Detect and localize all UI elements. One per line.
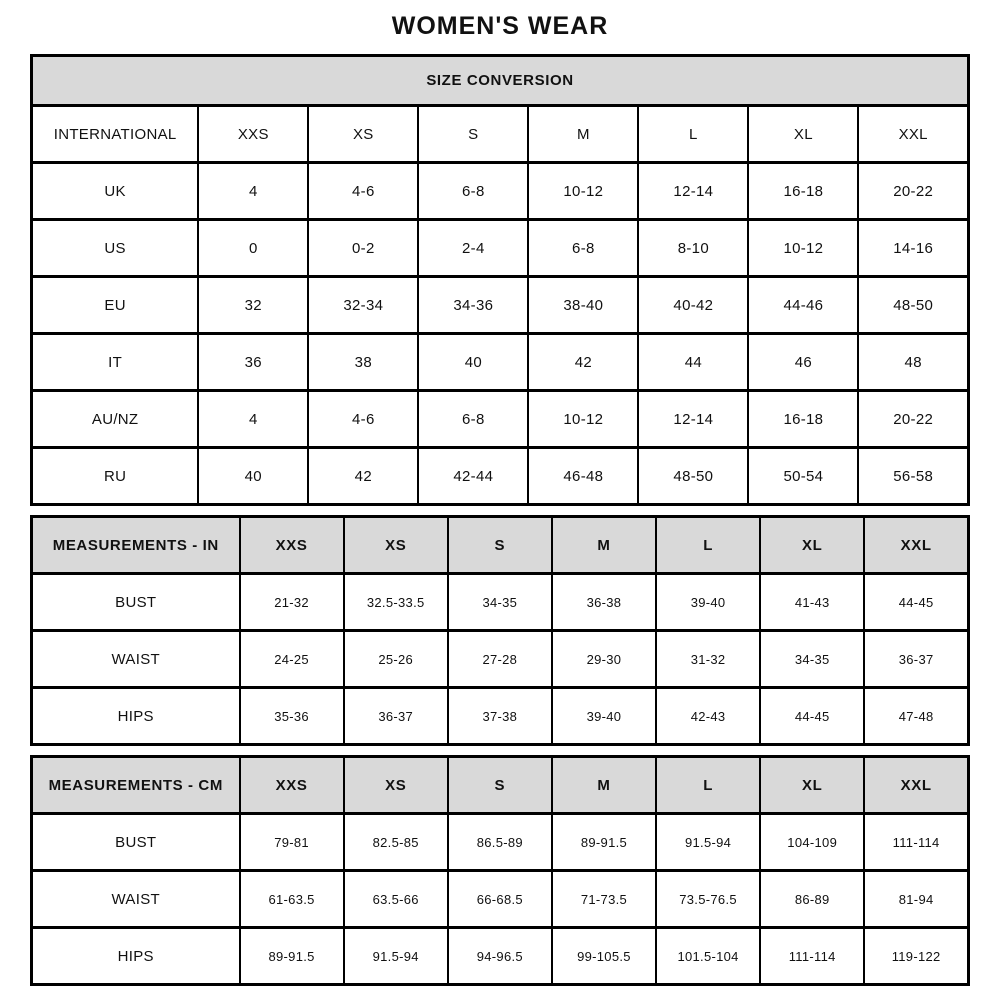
measure-cell: 94-96.5 <box>448 928 552 985</box>
measure-cell: 34-35 <box>760 631 864 688</box>
size-cell: 6-8 <box>528 220 638 277</box>
column-header-xxs: XXS <box>198 106 308 163</box>
row-label: HIPS <box>32 928 240 985</box>
size-cell: 0-2 <box>308 220 418 277</box>
measure-cell: 79-81 <box>240 814 344 871</box>
row-label: UK <box>32 163 199 220</box>
measure-cell: 63.5-66 <box>344 871 448 928</box>
size-cell: 48 <box>858 334 968 391</box>
column-header-international: INTERNATIONAL <box>32 106 199 163</box>
size-cell: 20-22 <box>858 391 968 448</box>
measure-cell: 82.5-85 <box>344 814 448 871</box>
size-cell: 48-50 <box>858 277 968 334</box>
column-header-xxl: XXL <box>864 517 968 574</box>
measure-cell: 89-91.5 <box>240 928 344 985</box>
table-header-row <box>32 757 969 814</box>
size-cell: 20-22 <box>858 163 968 220</box>
measure-cell: 91.5-94 <box>344 928 448 985</box>
size-cell: 4-6 <box>308 391 418 448</box>
column-header-xs: XS <box>344 517 448 574</box>
measure-cell: 61-63.5 <box>240 871 344 928</box>
table-row-waist-in <box>32 631 969 688</box>
column-header-s: S <box>448 517 552 574</box>
row-label: HIPS <box>32 688 240 745</box>
row-label: WAIST <box>32 871 240 928</box>
measure-cell: 101.5-104 <box>656 928 760 985</box>
size-cell: 12-14 <box>638 163 748 220</box>
measure-cell: 111-114 <box>864 814 968 871</box>
size-cell: 16-18 <box>748 163 858 220</box>
measure-cell: 89-91.5 <box>552 814 656 871</box>
table-row-it <box>32 334 969 391</box>
measure-cell: 99-105.5 <box>552 928 656 985</box>
size-cell: 16-18 <box>748 391 858 448</box>
column-header-xl: XL <box>760 517 864 574</box>
size-cell: 12-14 <box>638 391 748 448</box>
measure-cell: 37-38 <box>448 688 552 745</box>
measure-cell: 21-32 <box>240 574 344 631</box>
measure-cell: 36-38 <box>552 574 656 631</box>
measure-cell: 34-35 <box>448 574 552 631</box>
column-header-measurements-cm: MEASUREMENTS - CM <box>32 757 240 814</box>
measure-cell: 41-43 <box>760 574 864 631</box>
row-label: IT <box>32 334 199 391</box>
size-cell: 42 <box>308 448 418 505</box>
measure-cell: 32.5-33.5 <box>344 574 448 631</box>
size-cell: 2-4 <box>418 220 528 277</box>
size-conversion-banner: SIZE CONVERSION <box>32 56 969 106</box>
measure-cell: 47-48 <box>864 688 968 745</box>
column-header-xxl: XXL <box>858 106 968 163</box>
measure-cell: 86.5-89 <box>448 814 552 871</box>
size-cell: 10-12 <box>528 391 638 448</box>
column-header-xs: XS <box>344 757 448 814</box>
table-row-aunz <box>32 391 969 448</box>
size-cell: 4 <box>198 163 308 220</box>
size-cell: 44-46 <box>748 277 858 334</box>
column-header-xs: XS <box>308 106 418 163</box>
column-header-s: S <box>418 106 528 163</box>
column-header-l: L <box>656 757 760 814</box>
table-row-bust-in <box>32 574 969 631</box>
measure-cell: 44-45 <box>864 574 968 631</box>
column-header-xl: XL <box>760 757 864 814</box>
measure-cell: 36-37 <box>344 688 448 745</box>
column-header-xxs: XXS <box>240 757 344 814</box>
size-cell: 32-34 <box>308 277 418 334</box>
measure-cell: 39-40 <box>552 688 656 745</box>
measure-cell: 119-122 <box>864 928 968 985</box>
measure-cell: 104-109 <box>760 814 864 871</box>
measure-cell: 25-26 <box>344 631 448 688</box>
table-row-eu <box>32 277 969 334</box>
measure-cell: 42-43 <box>656 688 760 745</box>
table-row-ru <box>32 448 969 505</box>
size-cell: 38-40 <box>528 277 638 334</box>
column-header-l: L <box>638 106 748 163</box>
measure-cell: 111-114 <box>760 928 864 985</box>
size-cell: 0 <box>198 220 308 277</box>
size-cell: 42 <box>528 334 638 391</box>
size-cell: 4 <box>198 391 308 448</box>
table-row-uk <box>32 163 969 220</box>
table-header-row <box>32 106 969 163</box>
size-cell: 48-50 <box>638 448 748 505</box>
measure-cell: 81-94 <box>864 871 968 928</box>
column-header-xxs: XXS <box>240 517 344 574</box>
column-header-xxl: XXL <box>864 757 968 814</box>
measure-cell: 24-25 <box>240 631 344 688</box>
size-cell: 6-8 <box>418 163 528 220</box>
column-header-s: S <box>448 757 552 814</box>
row-label: US <box>32 220 199 277</box>
size-cell: 4-6 <box>308 163 418 220</box>
size-cell: 6-8 <box>418 391 528 448</box>
size-cell: 36 <box>198 334 308 391</box>
column-header-m: M <box>552 757 656 814</box>
table-row-hips-cm <box>32 928 969 985</box>
size-cell: 50-54 <box>748 448 858 505</box>
size-cell: 40 <box>198 448 308 505</box>
row-label: RU <box>32 448 199 505</box>
size-cell: 14-16 <box>858 220 968 277</box>
measurements-cm-table <box>30 755 970 986</box>
measure-cell: 27-28 <box>448 631 552 688</box>
measure-cell: 66-68.5 <box>448 871 552 928</box>
measure-cell: 39-40 <box>656 574 760 631</box>
size-cell: 46 <box>748 334 858 391</box>
measure-cell: 36-37 <box>864 631 968 688</box>
measure-cell: 73.5-76.5 <box>656 871 760 928</box>
size-conversion-table <box>30 54 970 506</box>
size-cell: 42-44 <box>418 448 528 505</box>
measure-cell: 44-45 <box>760 688 864 745</box>
size-cell: 8-10 <box>638 220 748 277</box>
size-cell: 46-48 <box>528 448 638 505</box>
row-label: EU <box>32 277 199 334</box>
table-row-hips-in <box>32 688 969 745</box>
column-header-l: L <box>656 517 760 574</box>
table-row-us <box>32 220 969 277</box>
column-header-xl: XL <box>748 106 858 163</box>
measure-cell: 86-89 <box>760 871 864 928</box>
table-header-row <box>32 517 969 574</box>
size-cell: 10-12 <box>528 163 638 220</box>
measure-cell: 31-32 <box>656 631 760 688</box>
measure-cell: 71-73.5 <box>552 871 656 928</box>
row-label: BUST <box>32 574 240 631</box>
size-cell: 10-12 <box>748 220 858 277</box>
column-header-m: M <box>528 106 638 163</box>
measure-cell: 29-30 <box>552 631 656 688</box>
size-cell: 40 <box>418 334 528 391</box>
measurements-in-table <box>30 515 970 746</box>
table-row-bust-cm <box>32 814 969 871</box>
row-label: BUST <box>32 814 240 871</box>
size-cell: 40-42 <box>638 277 748 334</box>
measure-cell: 91.5-94 <box>656 814 760 871</box>
size-cell: 38 <box>308 334 418 391</box>
column-header-m: M <box>552 517 656 574</box>
size-cell: 44 <box>638 334 748 391</box>
measure-cell: 35-36 <box>240 688 344 745</box>
size-cell: 56-58 <box>858 448 968 505</box>
table-banner-row <box>32 56 969 106</box>
column-header-measurements-in: MEASUREMENTS - IN <box>32 517 240 574</box>
size-cell: 34-36 <box>418 277 528 334</box>
row-label: AU/NZ <box>32 391 199 448</box>
table-row-waist-cm <box>32 871 969 928</box>
page-title: WOMEN'S WEAR <box>391 12 609 40</box>
row-label: WAIST <box>32 631 240 688</box>
size-cell: 32 <box>198 277 308 334</box>
